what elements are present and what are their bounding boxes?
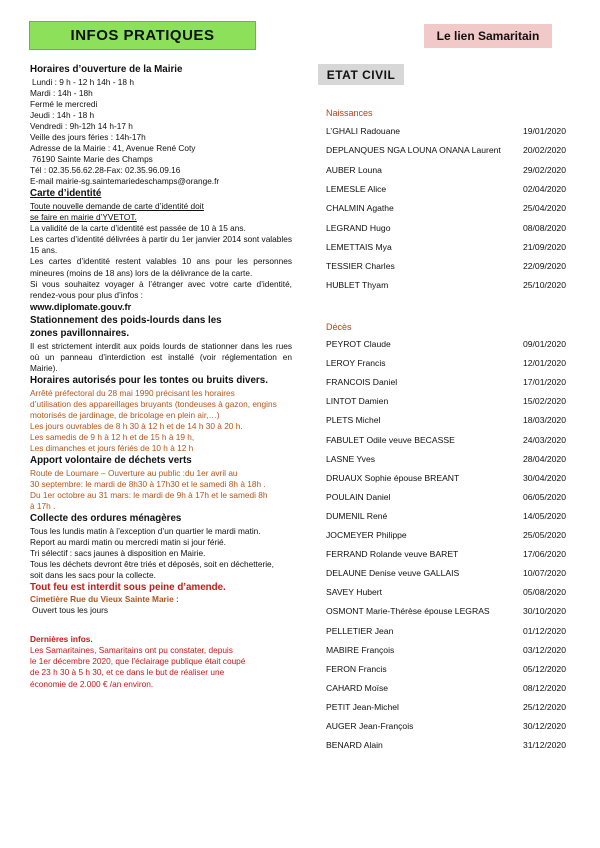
poids-title: Stationnement des poids-lourds dans les bbox=[30, 314, 222, 326]
cimetiere-text: Ouvert tous les jours bbox=[32, 605, 109, 616]
person-name: TESSIER Charles bbox=[326, 261, 395, 272]
lien-samaritain-header: Le lien Samaritain bbox=[424, 24, 552, 48]
carte-text: Les cartes d’identité restent valables 10 ans pour les personnes mineures (moins de 18 ans) lors de la délivrance de la carte. bbox=[30, 256, 292, 278]
registry-row bbox=[326, 530, 566, 542]
registry-row bbox=[326, 415, 566, 427]
event-date: 08/08/2020 bbox=[522, 222, 566, 233]
registry-row bbox=[326, 280, 566, 292]
registry-row bbox=[326, 261, 566, 273]
mairie-title: Horaires d’ouverture de la Mairie bbox=[30, 64, 183, 75]
dechets-line: à 17h . bbox=[30, 500, 56, 511]
person-name: DEPLANQUES NGA LOUNA ONANA Laurent bbox=[326, 145, 501, 156]
person-name: PETIT Jean-Michel bbox=[326, 701, 399, 712]
registry-row bbox=[326, 454, 566, 466]
infos-column bbox=[30, 63, 292, 690]
etat-civil-header: ETAT CIVIL bbox=[318, 64, 404, 85]
ordures-line: Tous les lundis matin à l’exception d’un quartier le mardi matin. bbox=[30, 525, 261, 536]
person-name: DRUAUX Sophie épouse BREANT bbox=[326, 472, 460, 483]
registry-row bbox=[326, 568, 566, 580]
mairie-line: Tél : 02.35.56.62.28-Fax: 02.35.96.09.16 bbox=[30, 165, 181, 176]
registry-row bbox=[326, 473, 566, 485]
event-date: 10/07/2020 bbox=[522, 568, 566, 579]
event-date: 30/04/2020 bbox=[522, 472, 566, 483]
registry-row bbox=[326, 549, 566, 561]
registry-row bbox=[326, 145, 566, 157]
dechets-line: 30 septembre: le mardi de 8h30 à 17h30 et le samedi 8h à 18h . bbox=[30, 478, 266, 489]
event-date: 29/02/2020 bbox=[522, 164, 566, 175]
diplomate-link[interactable]: www.diplomate.gouv.fr bbox=[30, 301, 132, 312]
person-name: AUBER Louna bbox=[326, 164, 382, 175]
registry-row bbox=[326, 242, 566, 254]
person-name: JOCMEYER Philippe bbox=[326, 530, 407, 540]
mairie-line: Mardi : 14h - 18h bbox=[30, 87, 93, 98]
registry-row bbox=[326, 339, 566, 351]
person-name: LEGRAND Hugo bbox=[326, 222, 391, 233]
person-name: L’GHALI Radouane bbox=[326, 126, 401, 136]
event-date: 19/01/2020 bbox=[522, 126, 566, 136]
person-name: LEMESLE Alice bbox=[326, 183, 387, 194]
person-name: LINTOT Damien bbox=[326, 396, 389, 407]
person-name: SAVEY Hubert bbox=[326, 587, 383, 598]
registry-row bbox=[326, 683, 566, 695]
person-name: DELAUNE Denise veuve GALLAIS bbox=[326, 568, 460, 579]
person-name: PEYROT Claude bbox=[326, 339, 391, 349]
person-name: FRANCOIS Daniel bbox=[326, 377, 398, 388]
event-date: 30/10/2020 bbox=[522, 606, 566, 617]
dernieres-line: le 1er décembre 2020, que l’éclairage publique était coupé bbox=[30, 656, 246, 667]
registry-row bbox=[326, 740, 566, 752]
registry-row bbox=[326, 396, 566, 408]
registry-row bbox=[326, 165, 566, 177]
tontes-line: d’utilisation des appareillages bruyants (tondeuses à gazon, engins bbox=[30, 398, 277, 409]
person-name: FABULET Odile veuve BECASSE bbox=[326, 434, 455, 445]
registry-row bbox=[326, 492, 566, 504]
person-name: AUGER Jean-François bbox=[326, 721, 414, 731]
carte-text: Si vous souhaitez voyager à l’étranger avec votre carte d’identité, rendez-vous pour plus d’infos : bbox=[30, 278, 292, 300]
mairie-line: Fermé le mercredi bbox=[30, 98, 98, 109]
event-date: 05/08/2020 bbox=[522, 587, 566, 598]
dernieres-title: Dernières infos. bbox=[30, 634, 93, 645]
carte-title: Carte d’identité bbox=[30, 188, 102, 200]
registry-row bbox=[326, 184, 566, 196]
event-date: 06/05/2020 bbox=[522, 491, 566, 502]
registry-row bbox=[326, 223, 566, 235]
infos-pratiques-header: INFOS PRATIQUES bbox=[29, 21, 256, 50]
person-name: CAHARD Moïse bbox=[326, 682, 389, 693]
event-date: 30/12/2020 bbox=[522, 721, 566, 731]
person-name: LASNE Yves bbox=[326, 453, 376, 464]
registry-row bbox=[326, 606, 566, 618]
registry-row bbox=[326, 511, 566, 523]
person-name: PLETS Michel bbox=[326, 415, 381, 426]
tontes-line: Les samedis de 9 h à 12 h et de 15 h à 19 h, bbox=[30, 431, 195, 442]
tontes-line: Arrêté préfectoral du 28 mai 1990 précisant les horaires bbox=[30, 387, 235, 398]
event-date: 12/01/2020 bbox=[522, 358, 566, 369]
registry-row bbox=[326, 435, 566, 447]
ordures-line: Tri sélectif : sacs jaunes à disposition en Mairie. bbox=[30, 547, 206, 558]
person-name: OSMONT Marie-Thérèse épouse LEGRAS bbox=[326, 606, 490, 617]
event-date: 25/12/2020 bbox=[522, 701, 566, 712]
registry-row bbox=[326, 203, 566, 215]
dernieres-line: Les Samaritaines, Samaritains ont pu constater, depuis bbox=[30, 645, 233, 656]
carte-text: Les cartes d’identité délivrées à partir du 1er janvier 2014 sont valables 15 ans. bbox=[30, 234, 292, 256]
cimetiere-title: Cimetière Rue du Vieux Sainte Marie : bbox=[30, 593, 179, 604]
event-date: 31/12/2020 bbox=[522, 740, 566, 751]
registry-row bbox=[326, 377, 566, 389]
ordures-title: Collecte des ordures ménagères bbox=[30, 513, 182, 524]
person-name: DUMENIL René bbox=[326, 510, 388, 521]
event-date: 01/12/2020 bbox=[522, 625, 566, 636]
feu-warning: Tout feu est interdit sous peine d’amende. bbox=[30, 581, 226, 593]
person-name: POULAIN Daniel bbox=[326, 491, 391, 502]
dechets-line: Du 1er octobre au 31 mars: le mardi de 9h à 17h et le samedi 8h bbox=[30, 489, 268, 500]
poids-title: zones pavillonnaires. bbox=[30, 328, 130, 340]
mairie-line: Veille des jours féries : 14h-17h bbox=[30, 131, 146, 142]
person-name: MABIRE François bbox=[326, 644, 395, 655]
dernieres-line: économie de 2.000 € /an environ. bbox=[30, 678, 154, 689]
tontes-line: Les jours ouvrables de 8 h 30 à 12 h et de 14 h 30 à 20 h. bbox=[30, 420, 243, 431]
event-date: 25/05/2020 bbox=[522, 530, 566, 540]
event-date: 18/03/2020 bbox=[522, 415, 566, 426]
registry-row bbox=[326, 721, 566, 733]
event-date: 03/12/2020 bbox=[522, 644, 566, 655]
event-date: 25/10/2020 bbox=[522, 280, 566, 291]
event-date: 17/01/2020 bbox=[522, 377, 566, 388]
mairie-line: 76190 Sainte Marie des Champs bbox=[32, 154, 153, 165]
event-date: 17/06/2020 bbox=[522, 549, 566, 560]
registry-row bbox=[326, 626, 566, 638]
event-date: 02/04/2020 bbox=[522, 183, 566, 194]
mairie-line: Vendredi : 9h-12h 14 h-17 h bbox=[30, 120, 133, 131]
tontes-line: Les dimanches et jours fériés de 10 h à 12 h bbox=[30, 443, 194, 454]
event-date: 05/12/2020 bbox=[522, 663, 566, 674]
event-date: 24/03/2020 bbox=[522, 434, 566, 445]
tontes-line: motorisés de jardinage, de bricolage en plein air,…) bbox=[30, 409, 220, 420]
event-date: 09/01/2020 bbox=[522, 339, 566, 349]
dernieres-line: de 23 h 30 à 5 h 30, et ce dans le but de réaliser une bbox=[30, 667, 225, 678]
registry-row bbox=[326, 645, 566, 657]
mairie-email[interactable]: E-mail mairie-sg.saintemariedeschamps@orange.fr bbox=[30, 176, 220, 187]
registry-row bbox=[326, 664, 566, 676]
event-date: 25/04/2020 bbox=[522, 203, 566, 214]
carte-notice: se faire en mairie d’YVETOT. bbox=[30, 212, 137, 223]
mairie-line: Adresse de la Mairie : 41, Avenue René Coty bbox=[30, 143, 196, 154]
mairie-line: Lundi : 9 h - 12 h 14h - 18 h bbox=[32, 76, 134, 87]
person-name: FERRAND Rolande veuve BARET bbox=[326, 549, 459, 560]
person-name: CHALMIN Agathe bbox=[326, 203, 394, 214]
event-date: 28/04/2020 bbox=[522, 453, 566, 464]
event-date: 15/02/2020 bbox=[522, 396, 566, 407]
ordures-line: Tous les déchets devront être triés et déposés, soit en déchetterie, bbox=[30, 558, 274, 569]
registry-row bbox=[326, 126, 566, 138]
person-name: PELLETIER Jean bbox=[326, 625, 394, 636]
person-name: LEMETTAIS Mya bbox=[326, 241, 392, 252]
carte-notice: Toute nouvelle demande de carte d’identité doit bbox=[30, 200, 204, 211]
mairie-line: Jeudi : 14h - 18 h bbox=[30, 109, 95, 120]
event-date: 14/05/2020 bbox=[522, 510, 566, 521]
ordures-line: soit dans les sacs pour la collecte. bbox=[30, 569, 156, 580]
event-date: 22/09/2020 bbox=[522, 261, 566, 272]
dechets-title: Apport volontaire de déchets verts bbox=[30, 455, 192, 467]
deces-title: Décès bbox=[326, 322, 352, 332]
carte-text: La validité de la carte d’identité est passée de 10 à 15 ans. bbox=[30, 223, 246, 234]
registry-row bbox=[326, 358, 566, 370]
naissances-title: Naissances bbox=[326, 108, 373, 118]
registry-row bbox=[326, 587, 566, 599]
event-date: 20/02/2020 bbox=[522, 145, 566, 156]
event-date: 21/09/2020 bbox=[522, 241, 566, 252]
ordures-line: Report au mardi matin ou mercredi matin si jour férié. bbox=[30, 536, 226, 547]
person-name: HUBLET Thyam bbox=[326, 280, 389, 291]
person-name: BENARD Alain bbox=[326, 740, 383, 751]
person-name: FERON Francis bbox=[326, 663, 387, 674]
person-name: LEROY Francis bbox=[326, 358, 386, 369]
dechets-line: Route de Loumare – Ouverture au public :du 1er avril au bbox=[30, 467, 238, 478]
poids-text: Il est strictement interdit aux poids lourds de stationner dans les rues où un panneau d’interdiction est installé (voir réglementation en Mairie). bbox=[30, 340, 292, 373]
event-date: 08/12/2020 bbox=[522, 682, 566, 693]
tontes-title: Horaires autorisés pour les tontes ou bruits divers. bbox=[30, 375, 268, 387]
registry-row bbox=[326, 702, 566, 714]
